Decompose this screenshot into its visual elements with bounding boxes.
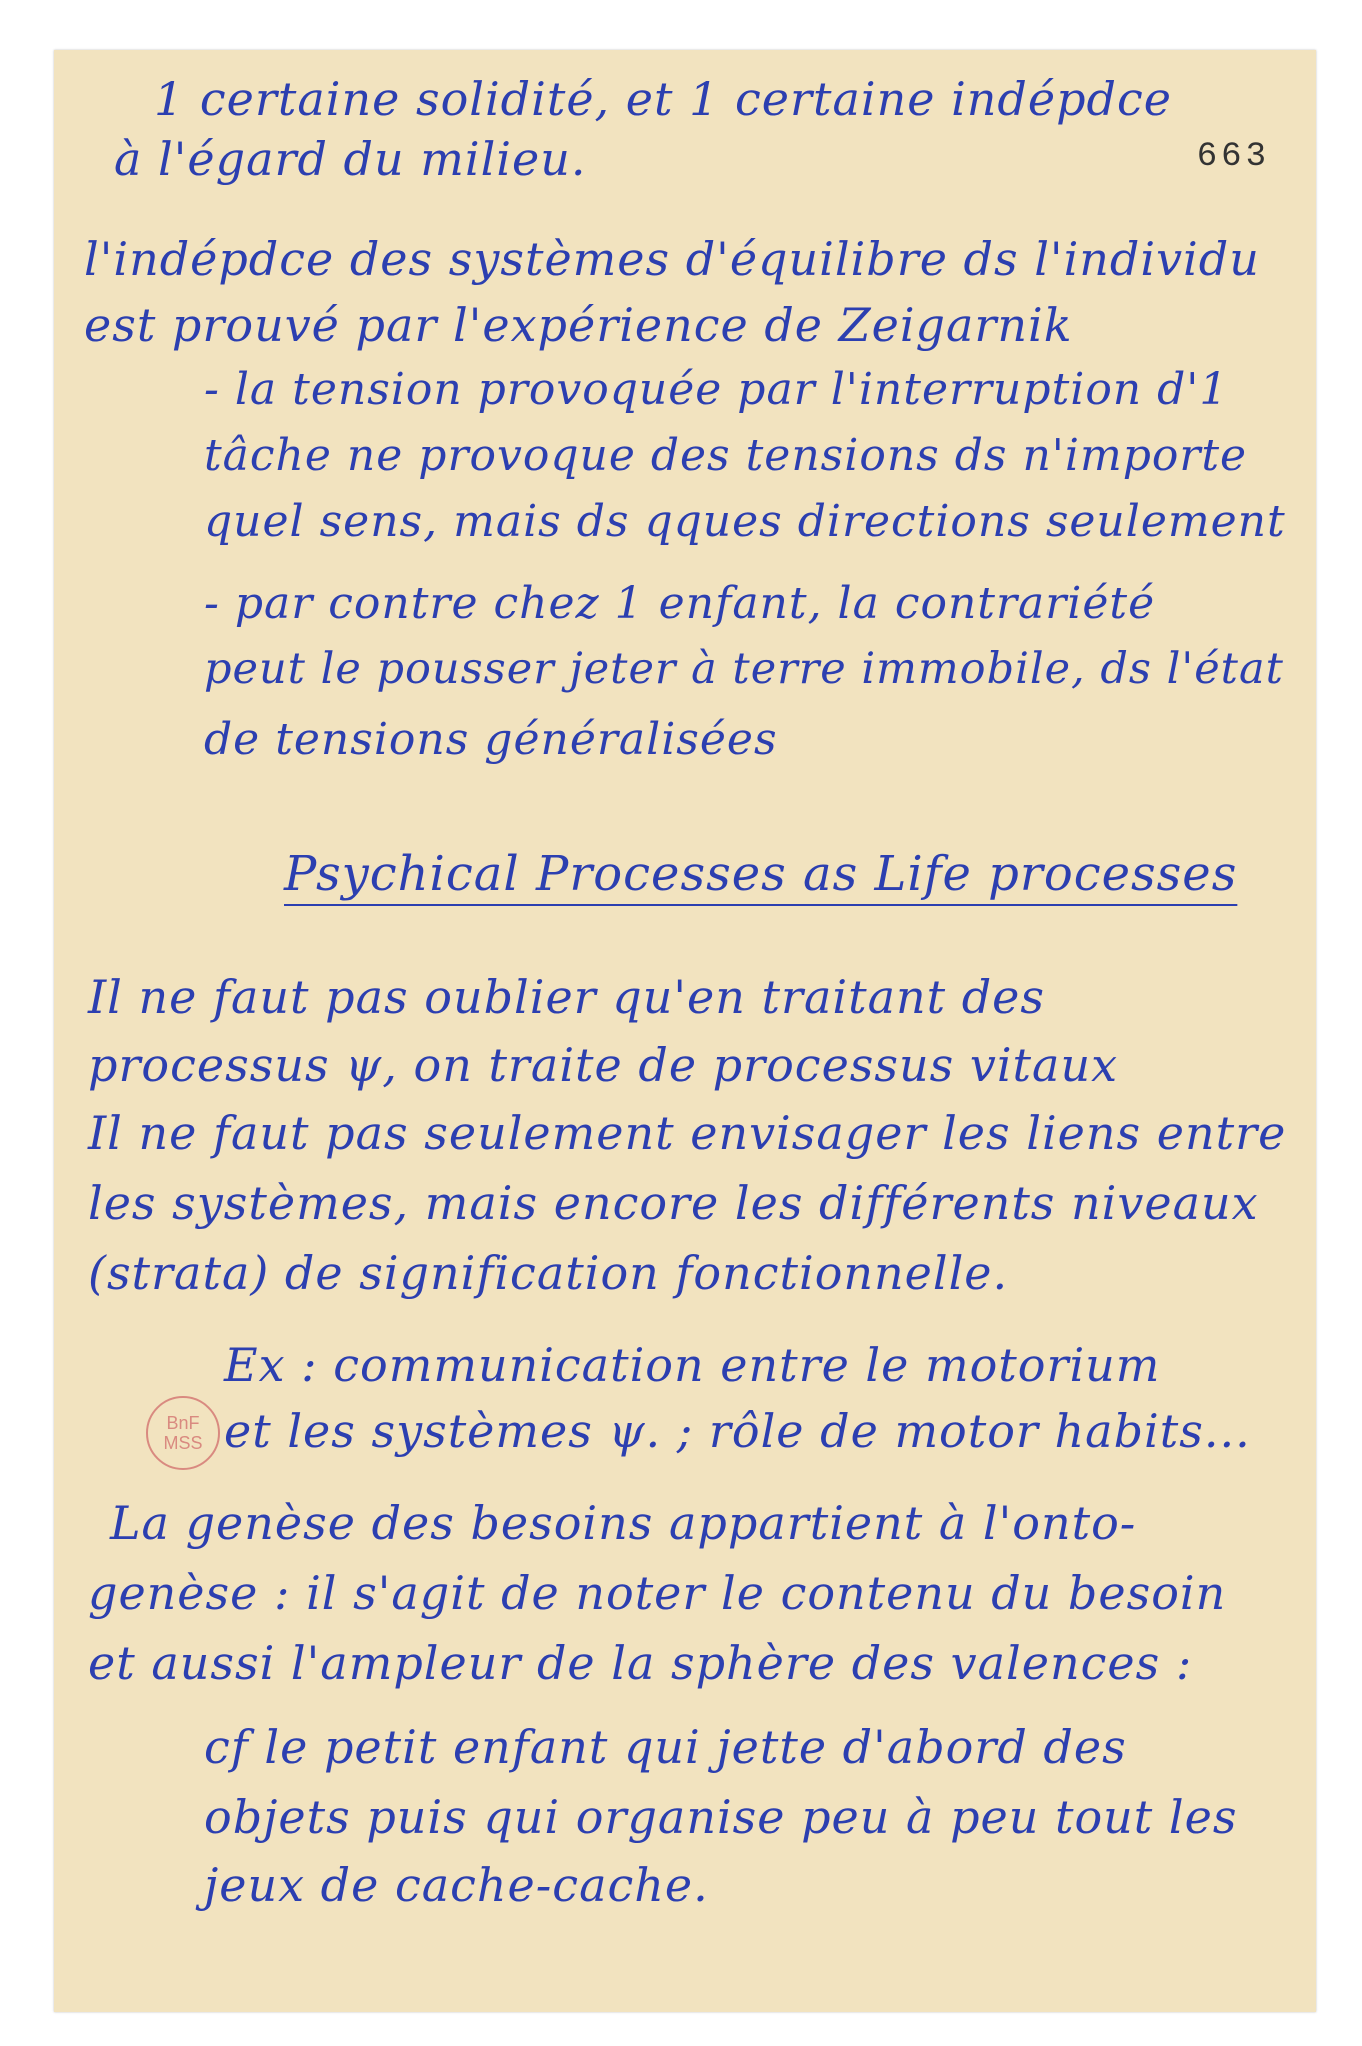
manuscript-line: (strata) de signification fonctionnelle. [88, 1246, 1009, 1300]
manuscript-line: Il ne faut pas oublier qu'en traitant des [88, 970, 1046, 1024]
manuscript-line: est prouvé par l'expérience de Zeigarnik [84, 298, 1073, 352]
folio-number: 663 [1196, 138, 1270, 176]
manuscript-page [54, 50, 1316, 2012]
manuscript-line: Il ne faut pas seulement envisager les liens entre [88, 1106, 1287, 1160]
manuscript-line: - par contre chez 1 enfant, la contrariété [204, 578, 1156, 629]
manuscript-line: processus ψ, on traite de processus vitaux [88, 1038, 1119, 1092]
manuscript-line: La genèse des besoins appartient à l'onto- [110, 1496, 1137, 1550]
section-heading: Psychical Processes as Life processes [284, 846, 1238, 902]
manuscript-line: et aussi l'ampleur de la sphère des valences : [88, 1636, 1193, 1690]
manuscript-line: à l'égard du milieu. [114, 132, 587, 186]
manuscript-line: de tensions généralisées [204, 714, 778, 765]
stamp-line: BnF [166, 1413, 200, 1433]
bnf-mss-stamp [146, 1396, 220, 1470]
manuscript-line: peut le pousser jeter à terre immobile, ds l'état [204, 644, 1284, 694]
manuscript-line: jeux de cache-cache. [204, 1858, 709, 1912]
manuscript-line: les systèmes, mais encore les différents niveaux [88, 1176, 1259, 1230]
manuscript-line: quel sens, mais ds qques directions seulement [204, 496, 1286, 547]
manuscript-line: et les systèmes ψ. ; rôle de motor habits... [224, 1404, 1251, 1458]
manuscript-line: Ex : communication entre le motorium [224, 1338, 1161, 1392]
manuscript-line: cf le petit enfant qui jette d'abord des [204, 1720, 1127, 1774]
manuscript-line: genèse : il s'agit de noter le contenu du besoin [88, 1566, 1227, 1620]
manuscript-line: 1 certaine solidité, et 1 certaine indépdce [154, 72, 1172, 126]
manuscript-line: - la tension provoquée par l'interruption d'1 [204, 364, 1229, 415]
stamp-line: MSS [163, 1433, 203, 1453]
manuscript-line: l'indépdce des systèmes d'équilibre ds l'individu [84, 232, 1260, 286]
manuscript-line: tâche ne provoque des tensions ds n'importe [204, 430, 1248, 481]
manuscript-line: objets puis qui organise peu à peu tout les [204, 1790, 1238, 1844]
